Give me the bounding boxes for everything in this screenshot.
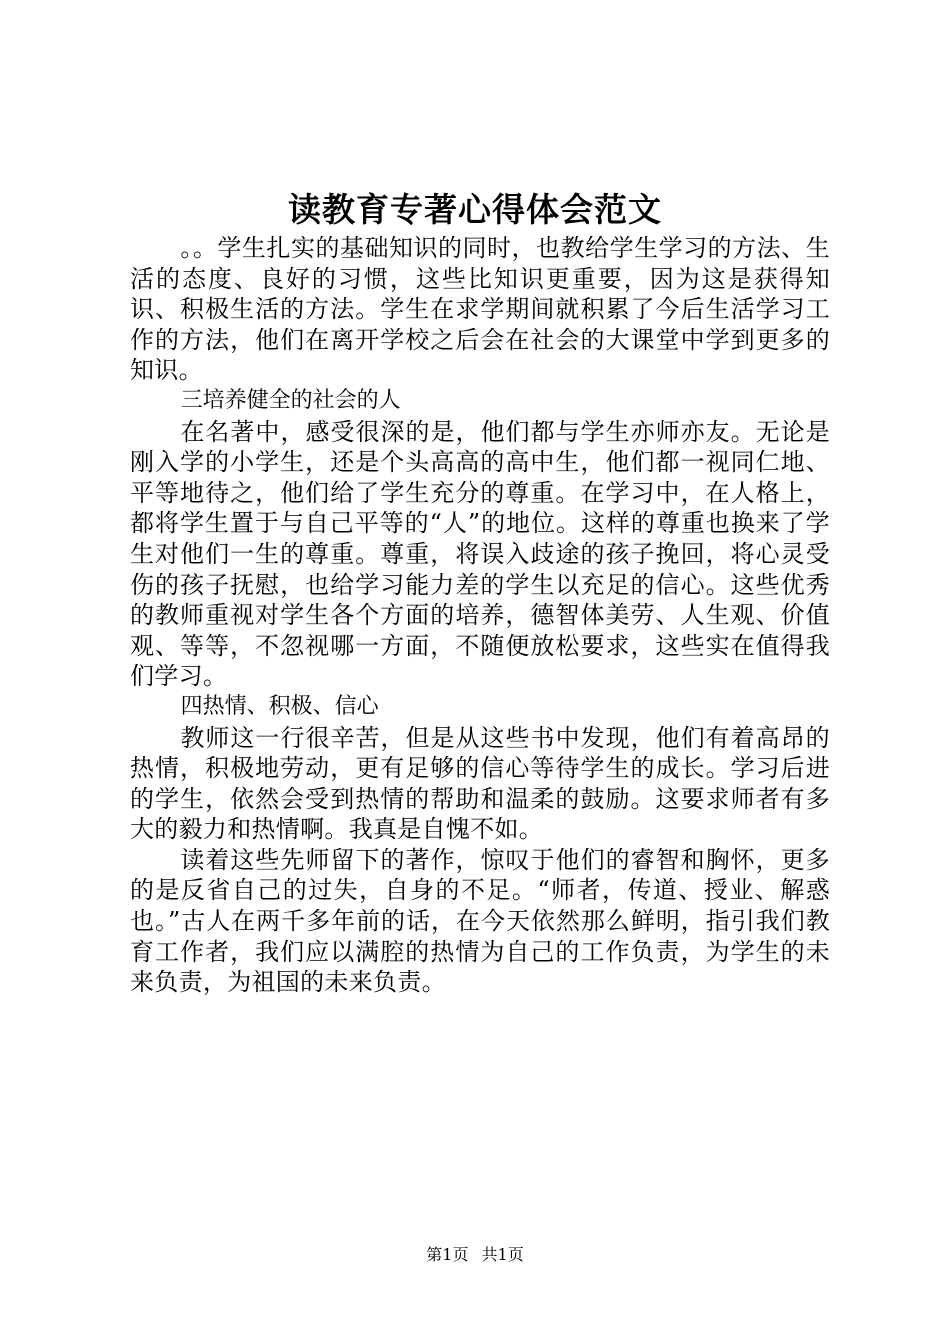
section-heading-4: 四热情、积极、信心 bbox=[180, 693, 379, 719]
paragraph-2: 在名著中，感受很深的是，他们都与学生亦师亦友。无论是刚入学的小学生，还是个头高高的高中生，他们都一视同仁地、平等地待之，他们给了学生充分的尊重。在学习中，在人格上，都将学生置于与自己平等的“人”的地位。这样的尊重也换来了学生对他们一生的尊重。尊重，将误入歧途的孩子挽回，将心灵受伤的孩子抚慰，也给学习能力差的学生以充足的信心。这些优秀的教师重视对学生各个方面的培养，德智体美劳、人生观、价值观、等等，不忽视哪一方面，不随便放松要求，这些实在值得我们学习。 bbox=[130, 417, 830, 691]
paragraph-3: 教师这一行很辛苦，但是从这些书中发现，他们有着高昂的热情，积极地劳动，更有足够的信心等待学生的成长。学习后进的学生，依然会受到热情的帮助和温柔的鼓励。这要求师者有多大的毅力和热情啊。我真是自愧不如。 bbox=[130, 723, 830, 844]
section-heading-3: 三培养健全的社会的人 bbox=[180, 387, 401, 413]
paragraph-1: 。。学生扎实的基础知识的同时，也教给学生学习的方法、生活的态度、良好的习惯，这些比知识更重要，因为这是获得知识、积极生活的方法。学生在求学期间就积累了今后生活学习工作的方法，他们在离开学校之后会在社会的大课堂中学到更多的知识。 bbox=[130, 234, 830, 385]
paragraph-4: 读着这些先师留下的著作，惊叹于他们的睿智和胸怀，更多的是反省自己的过失，自身的不足。“师者，传道、授业、解惑也。”古人在两千多年前的话，在今天依然那么鲜明，指引我们教育工作者，我们应以满腔的热情为自己的工作负责，为学生的未来负责，为祖国的未来负责。 bbox=[130, 845, 830, 997]
document-body bbox=[130, 233, 830, 998]
page-total: 共1页 bbox=[481, 1245, 524, 1264]
page-number: 第1页 bbox=[426, 1245, 469, 1264]
page-footer bbox=[0, 1243, 950, 1267]
document-title: 读教育专著心得体会范文 bbox=[288, 190, 662, 229]
